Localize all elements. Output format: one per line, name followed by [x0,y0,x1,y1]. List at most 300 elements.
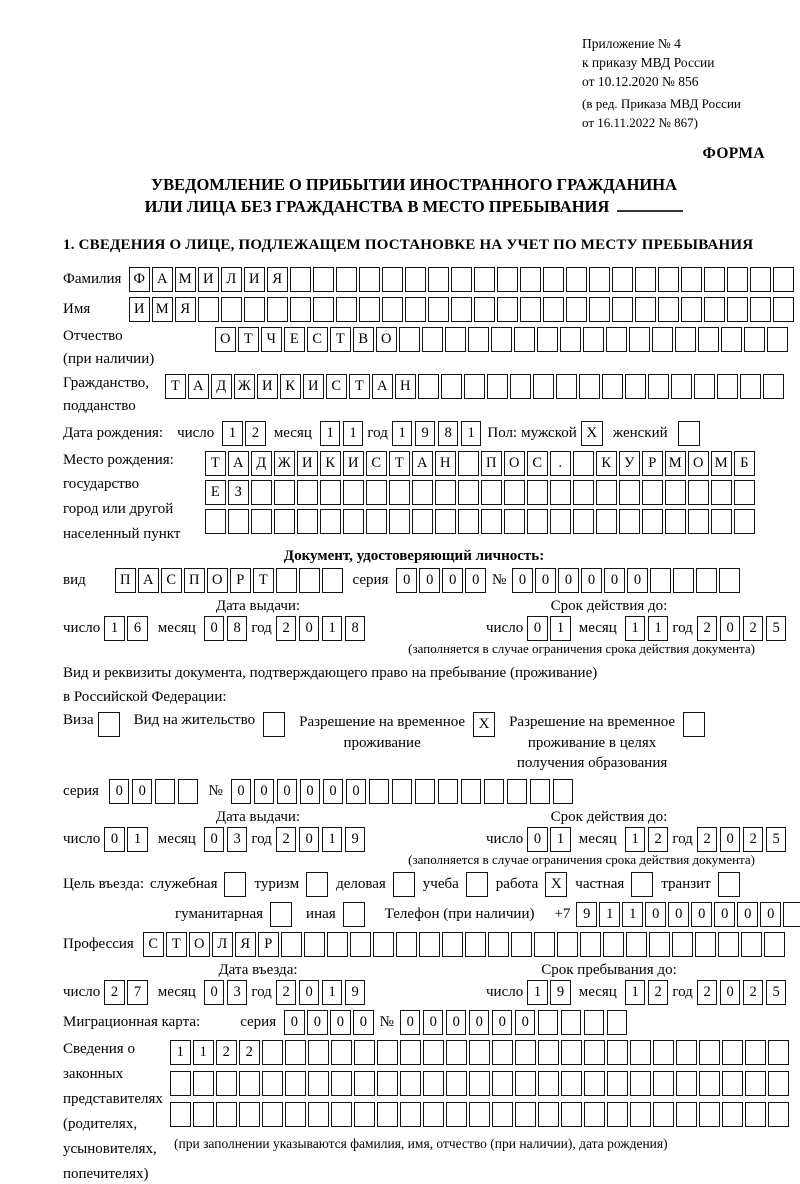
form-cell[interactable] [607,1010,628,1035]
form-cell[interactable] [580,932,601,957]
form-cell[interactable] [741,932,762,957]
form-cell[interactable]: М [175,267,196,292]
form-cell[interactable] [722,1040,743,1065]
form-cell[interactable] [382,267,403,292]
form-cell[interactable] [285,1102,306,1127]
form-cell[interactable]: Е [205,480,226,505]
form-cell[interactable] [553,779,574,804]
form-cell[interactable]: 0 [737,902,758,927]
form-cell[interactable] [665,480,686,505]
purpose-official-checkbox[interactable] [224,872,246,897]
form-cell[interactable]: 0 [400,1010,421,1035]
form-cell[interactable]: Т [238,327,259,352]
form-cell[interactable] [262,1071,283,1096]
form-cell[interactable] [550,509,571,534]
form-cell[interactable]: 0 [691,902,712,927]
form-cell[interactable] [382,297,403,322]
form-cell[interactable] [556,374,577,399]
form-cell[interactable]: 0 [104,827,125,852]
form-cell[interactable] [584,1102,605,1127]
form-cell[interactable] [612,297,633,322]
form-cell[interactable] [635,297,656,322]
form-cell[interactable] [704,267,725,292]
form-cell[interactable]: 1 [322,616,343,641]
form-cell[interactable] [612,267,633,292]
form-cell[interactable]: М [711,451,732,476]
form-cell[interactable] [625,374,646,399]
form-cell[interactable]: 1 [599,902,620,927]
form-cell[interactable] [619,509,640,534]
form-cell[interactable] [566,267,587,292]
form-cell[interactable] [441,374,462,399]
form-cell[interactable] [221,297,242,322]
form-cell[interactable]: 0 [668,902,689,927]
form-cell[interactable] [267,297,288,322]
form-cell[interactable]: 1 [625,616,646,641]
form-cell[interactable]: И [343,451,364,476]
form-cell[interactable] [695,932,716,957]
form-cell[interactable] [205,509,226,534]
form-cell[interactable] [688,509,709,534]
form-cell[interactable] [415,779,436,804]
form-cell[interactable]: Т [330,327,351,352]
form-cell[interactable] [331,1102,352,1127]
form-cell[interactable] [239,1102,260,1127]
form-cell[interactable] [672,932,693,957]
form-cell[interactable] [589,297,610,322]
form-cell[interactable] [734,480,755,505]
form-cell[interactable] [694,374,715,399]
form-cell[interactable] [566,297,587,322]
form-cell[interactable]: Ж [274,451,295,476]
form-cell[interactable] [514,327,535,352]
form-cell[interactable] [198,297,219,322]
form-cell[interactable] [354,1102,375,1127]
purpose-other-checkbox[interactable] [343,902,365,927]
form-cell[interactable]: С [326,374,347,399]
form-cell[interactable] [561,1010,582,1035]
form-cell[interactable] [676,1071,697,1096]
form-cell[interactable]: 0 [277,779,298,804]
form-cell[interactable]: 0 [330,1010,351,1035]
form-cell[interactable] [366,509,387,534]
form-cell[interactable] [630,1071,651,1096]
form-cell[interactable] [285,1071,306,1096]
form-cell[interactable]: Т [205,451,226,476]
form-cell[interactable]: 0 [231,779,252,804]
form-cell[interactable] [354,1071,375,1096]
form-cell[interactable]: 2 [743,827,764,852]
form-cell[interactable] [688,480,709,505]
visa-checkbox[interactable] [98,712,120,737]
form-cell[interactable] [331,1071,352,1096]
form-cell[interactable]: З [228,480,249,505]
form-cell[interactable] [504,509,525,534]
form-cell[interactable]: 8 [227,616,248,641]
form-cell[interactable] [745,1040,766,1065]
form-cell[interactable] [673,568,694,593]
form-cell[interactable]: 0 [760,902,781,927]
form-cell[interactable]: М [665,451,686,476]
form-cell[interactable] [642,480,663,505]
form-cell[interactable] [750,297,771,322]
form-cell[interactable] [405,267,426,292]
form-cell[interactable] [446,1102,467,1127]
form-cell[interactable]: 6 [127,616,148,641]
form-cell[interactable] [428,267,449,292]
form-cell[interactable]: 0 [714,902,735,927]
form-cell[interactable]: Л [221,267,242,292]
form-cell[interactable] [534,932,555,957]
form-cell[interactable]: Д [251,451,272,476]
form-cell[interactable] [178,779,199,804]
form-cell[interactable] [589,267,610,292]
form-cell[interactable] [619,480,640,505]
form-cell[interactable] [468,327,489,352]
form-cell[interactable]: И [297,451,318,476]
form-cell[interactable] [464,374,485,399]
temp-residence-checkbox[interactable]: X [473,712,495,737]
form-cell[interactable]: 3 [227,980,248,1005]
form-cell[interactable]: 2 [276,616,297,641]
form-cell[interactable]: 1 [625,980,646,1005]
form-cell[interactable] [642,509,663,534]
form-cell[interactable] [606,327,627,352]
form-cell[interactable]: С [527,451,548,476]
form-cell[interactable] [428,297,449,322]
form-cell[interactable]: 0 [307,1010,328,1035]
form-cell[interactable]: 0 [132,779,153,804]
form-cell[interactable] [400,1040,421,1065]
form-cell[interactable] [299,568,320,593]
form-cell[interactable]: 2 [245,421,266,446]
form-cell[interactable] [461,779,482,804]
form-cell[interactable] [510,374,531,399]
form-cell[interactable] [400,1071,421,1096]
form-cell[interactable] [308,1040,329,1065]
form-cell[interactable]: М [152,297,173,322]
form-cell[interactable]: Т [349,374,370,399]
form-cell[interactable] [276,568,297,593]
purpose-humanitarian-checkbox[interactable] [270,902,292,927]
form-cell[interactable]: К [596,451,617,476]
form-cell[interactable] [336,267,357,292]
form-cell[interactable] [320,480,341,505]
form-cell[interactable] [768,1071,789,1096]
form-cell[interactable] [773,267,794,292]
form-cell[interactable] [653,1040,674,1065]
form-cell[interactable] [193,1071,214,1096]
form-cell[interactable]: Ж [234,374,255,399]
form-cell[interactable]: 1 [461,421,482,446]
form-cell[interactable] [392,779,413,804]
form-cell[interactable]: Т [253,568,274,593]
form-cell[interactable]: И [129,297,150,322]
form-cell[interactable]: 0 [512,568,533,593]
form-cell[interactable] [442,932,463,957]
form-cell[interactable] [520,297,541,322]
form-cell[interactable]: 0 [720,827,741,852]
form-cell[interactable]: 8 [438,421,459,446]
form-cell[interactable] [515,1071,536,1096]
form-cell[interactable] [308,1071,329,1096]
form-cell[interactable] [768,1040,789,1065]
form-cell[interactable]: 9 [345,980,366,1005]
form-cell[interactable]: О [376,327,397,352]
form-cell[interactable]: 0 [109,779,130,804]
form-cell[interactable] [533,374,554,399]
form-cell[interactable]: И [303,374,324,399]
form-cell[interactable]: С [161,568,182,593]
form-cell[interactable]: 0 [346,779,367,804]
form-cell[interactable] [399,327,420,352]
purpose-work-checkbox[interactable]: X [545,872,567,897]
form-cell[interactable] [573,480,594,505]
form-cell[interactable] [343,480,364,505]
form-cell[interactable] [543,297,564,322]
form-cell[interactable]: 0 [720,616,741,641]
form-cell[interactable] [722,1071,743,1096]
form-cell[interactable] [366,480,387,505]
form-cell[interactable] [629,327,650,352]
form-cell[interactable]: 1 [550,616,571,641]
form-cell[interactable]: Ч [261,327,282,352]
form-cell[interactable]: 0 [254,779,275,804]
form-cell[interactable]: А [188,374,209,399]
form-cell[interactable] [648,374,669,399]
form-cell[interactable] [699,1102,720,1127]
form-cell[interactable]: 0 [419,568,440,593]
form-cell[interactable]: 0 [299,616,320,641]
form-cell[interactable]: 1 [193,1040,214,1065]
form-cell[interactable]: 0 [300,779,321,804]
form-cell[interactable]: 1 [343,421,364,446]
form-cell[interactable] [412,480,433,505]
form-cell[interactable] [481,509,502,534]
form-cell[interactable]: 2 [648,980,669,1005]
form-cell[interactable]: 0 [204,616,225,641]
form-cell[interactable]: Р [230,568,251,593]
form-cell[interactable] [538,1102,559,1127]
form-cell[interactable] [492,1071,513,1096]
form-cell[interactable]: И [257,374,278,399]
form-cell[interactable]: Н [395,374,416,399]
purpose-transit-checkbox[interactable] [718,872,740,897]
form-cell[interactable] [504,480,525,505]
form-cell[interactable]: 0 [720,980,741,1005]
form-cell[interactable]: 0 [527,827,548,852]
form-cell[interactable] [497,297,518,322]
form-cell[interactable]: А [412,451,433,476]
form-cell[interactable]: 9 [345,827,366,852]
residence-permit-checkbox[interactable] [263,712,285,737]
form-cell[interactable] [630,1040,651,1065]
form-cell[interactable] [492,1040,513,1065]
form-cell[interactable] [727,297,748,322]
form-cell[interactable]: 5 [766,827,787,852]
form-cell[interactable] [369,779,390,804]
form-cell[interactable]: 0 [323,779,344,804]
form-cell[interactable]: Ф [129,267,150,292]
form-cell[interactable] [652,327,673,352]
form-cell[interactable] [676,1102,697,1127]
form-cell[interactable] [718,932,739,957]
form-cell[interactable]: 0 [492,1010,513,1035]
form-cell[interactable] [239,1071,260,1096]
form-cell[interactable] [520,267,541,292]
form-cell[interactable] [696,568,717,593]
form-cell[interactable] [155,779,176,804]
form-cell[interactable]: 0 [627,568,648,593]
form-cell[interactable] [377,1040,398,1065]
form-cell[interactable] [649,932,670,957]
form-cell[interactable]: К [320,451,341,476]
form-cell[interactable] [297,509,318,534]
form-cell[interactable] [561,1040,582,1065]
form-cell[interactable]: 1 [222,421,243,446]
form-cell[interactable]: 2 [648,827,669,852]
form-cell[interactable] [681,297,702,322]
form-cell[interactable] [451,267,472,292]
form-cell[interactable] [274,509,295,534]
form-cell[interactable] [465,932,486,957]
form-cell[interactable] [419,932,440,957]
form-cell[interactable]: 0 [535,568,556,593]
form-cell[interactable] [313,267,334,292]
form-cell[interactable] [768,1102,789,1127]
form-cell[interactable] [515,1102,536,1127]
form-cell[interactable]: 0 [604,568,625,593]
form-cell[interactable]: П [481,451,502,476]
form-cell[interactable] [740,374,761,399]
form-cell[interactable] [474,297,495,322]
form-cell[interactable] [583,327,604,352]
form-cell[interactable]: А [372,374,393,399]
form-cell[interactable] [491,327,512,352]
form-cell[interactable]: Н [435,451,456,476]
form-cell[interactable] [538,1071,559,1096]
form-cell[interactable] [721,327,742,352]
form-cell[interactable] [561,1102,582,1127]
form-cell[interactable]: 2 [743,616,764,641]
form-cell[interactable] [469,1071,490,1096]
form-cell[interactable] [783,902,800,927]
form-cell[interactable]: 1 [104,616,125,641]
form-cell[interactable] [767,327,788,352]
form-cell[interactable] [527,480,548,505]
form-cell[interactable] [711,509,732,534]
form-cell[interactable]: 2 [239,1040,260,1065]
form-cell[interactable] [251,509,272,534]
form-cell[interactable] [744,327,765,352]
form-cell[interactable] [405,297,426,322]
form-cell[interactable]: 5 [766,980,787,1005]
form-cell[interactable] [290,267,311,292]
form-cell[interactable] [469,1102,490,1127]
form-cell[interactable]: 1 [392,421,413,446]
form-cell[interactable]: 0 [284,1010,305,1035]
form-cell[interactable] [418,374,439,399]
form-cell[interactable] [596,509,617,534]
form-cell[interactable] [507,779,528,804]
form-cell[interactable] [435,480,456,505]
form-cell[interactable]: 2 [697,616,718,641]
form-cell[interactable] [675,327,696,352]
form-cell[interactable] [745,1071,766,1096]
form-cell[interactable]: 0 [204,827,225,852]
form-cell[interactable] [492,1102,513,1127]
form-cell[interactable] [422,327,443,352]
form-cell[interactable] [484,779,505,804]
form-cell[interactable]: . [550,451,571,476]
form-cell[interactable]: 8 [345,616,366,641]
form-cell[interactable] [297,480,318,505]
form-cell[interactable] [262,1102,283,1127]
form-cell[interactable] [336,297,357,322]
form-cell[interactable] [671,374,692,399]
form-cell[interactable] [650,568,671,593]
form-cell[interactable]: 0 [423,1010,444,1035]
form-cell[interactable] [290,297,311,322]
form-cell[interactable] [396,932,417,957]
form-cell[interactable]: Д [211,374,232,399]
form-cell[interactable]: И [198,267,219,292]
form-cell[interactable] [543,267,564,292]
purpose-business-checkbox[interactable] [393,872,415,897]
form-cell[interactable]: 1 [625,827,646,852]
form-cell[interactable] [438,779,459,804]
form-cell[interactable] [699,1040,720,1065]
form-cell[interactable] [216,1102,237,1127]
form-cell[interactable]: 2 [276,827,297,852]
form-cell[interactable]: И [244,267,265,292]
form-cell[interactable] [497,267,518,292]
form-cell[interactable] [423,1071,444,1096]
form-cell[interactable] [343,509,364,534]
form-cell[interactable] [727,267,748,292]
form-cell[interactable] [630,1102,651,1127]
form-cell[interactable]: В [353,327,374,352]
form-cell[interactable] [698,327,719,352]
form-cell[interactable] [281,932,302,957]
form-cell[interactable] [537,327,558,352]
form-cell[interactable]: 0 [469,1010,490,1035]
form-cell[interactable] [579,374,600,399]
form-cell[interactable] [285,1040,306,1065]
form-cell[interactable] [262,1040,283,1065]
form-cell[interactable]: 0 [558,568,579,593]
form-cell[interactable] [635,267,656,292]
sex-male-checkbox[interactable]: X [581,421,603,446]
form-cell[interactable]: С [307,327,328,352]
form-cell[interactable]: 0 [581,568,602,593]
form-cell[interactable] [596,480,617,505]
form-cell[interactable] [773,297,794,322]
form-cell[interactable] [584,1071,605,1096]
form-cell[interactable]: С [143,932,164,957]
form-cell[interactable] [354,1040,375,1065]
form-cell[interactable] [487,374,508,399]
edu-residence-checkbox[interactable] [683,712,705,737]
form-cell[interactable] [389,509,410,534]
form-cell[interactable] [458,451,479,476]
form-cell[interactable] [446,1071,467,1096]
form-cell[interactable] [170,1071,191,1096]
form-cell[interactable] [561,1071,582,1096]
sex-female-checkbox[interactable] [678,421,700,446]
form-cell[interactable]: О [688,451,709,476]
form-cell[interactable] [377,1102,398,1127]
